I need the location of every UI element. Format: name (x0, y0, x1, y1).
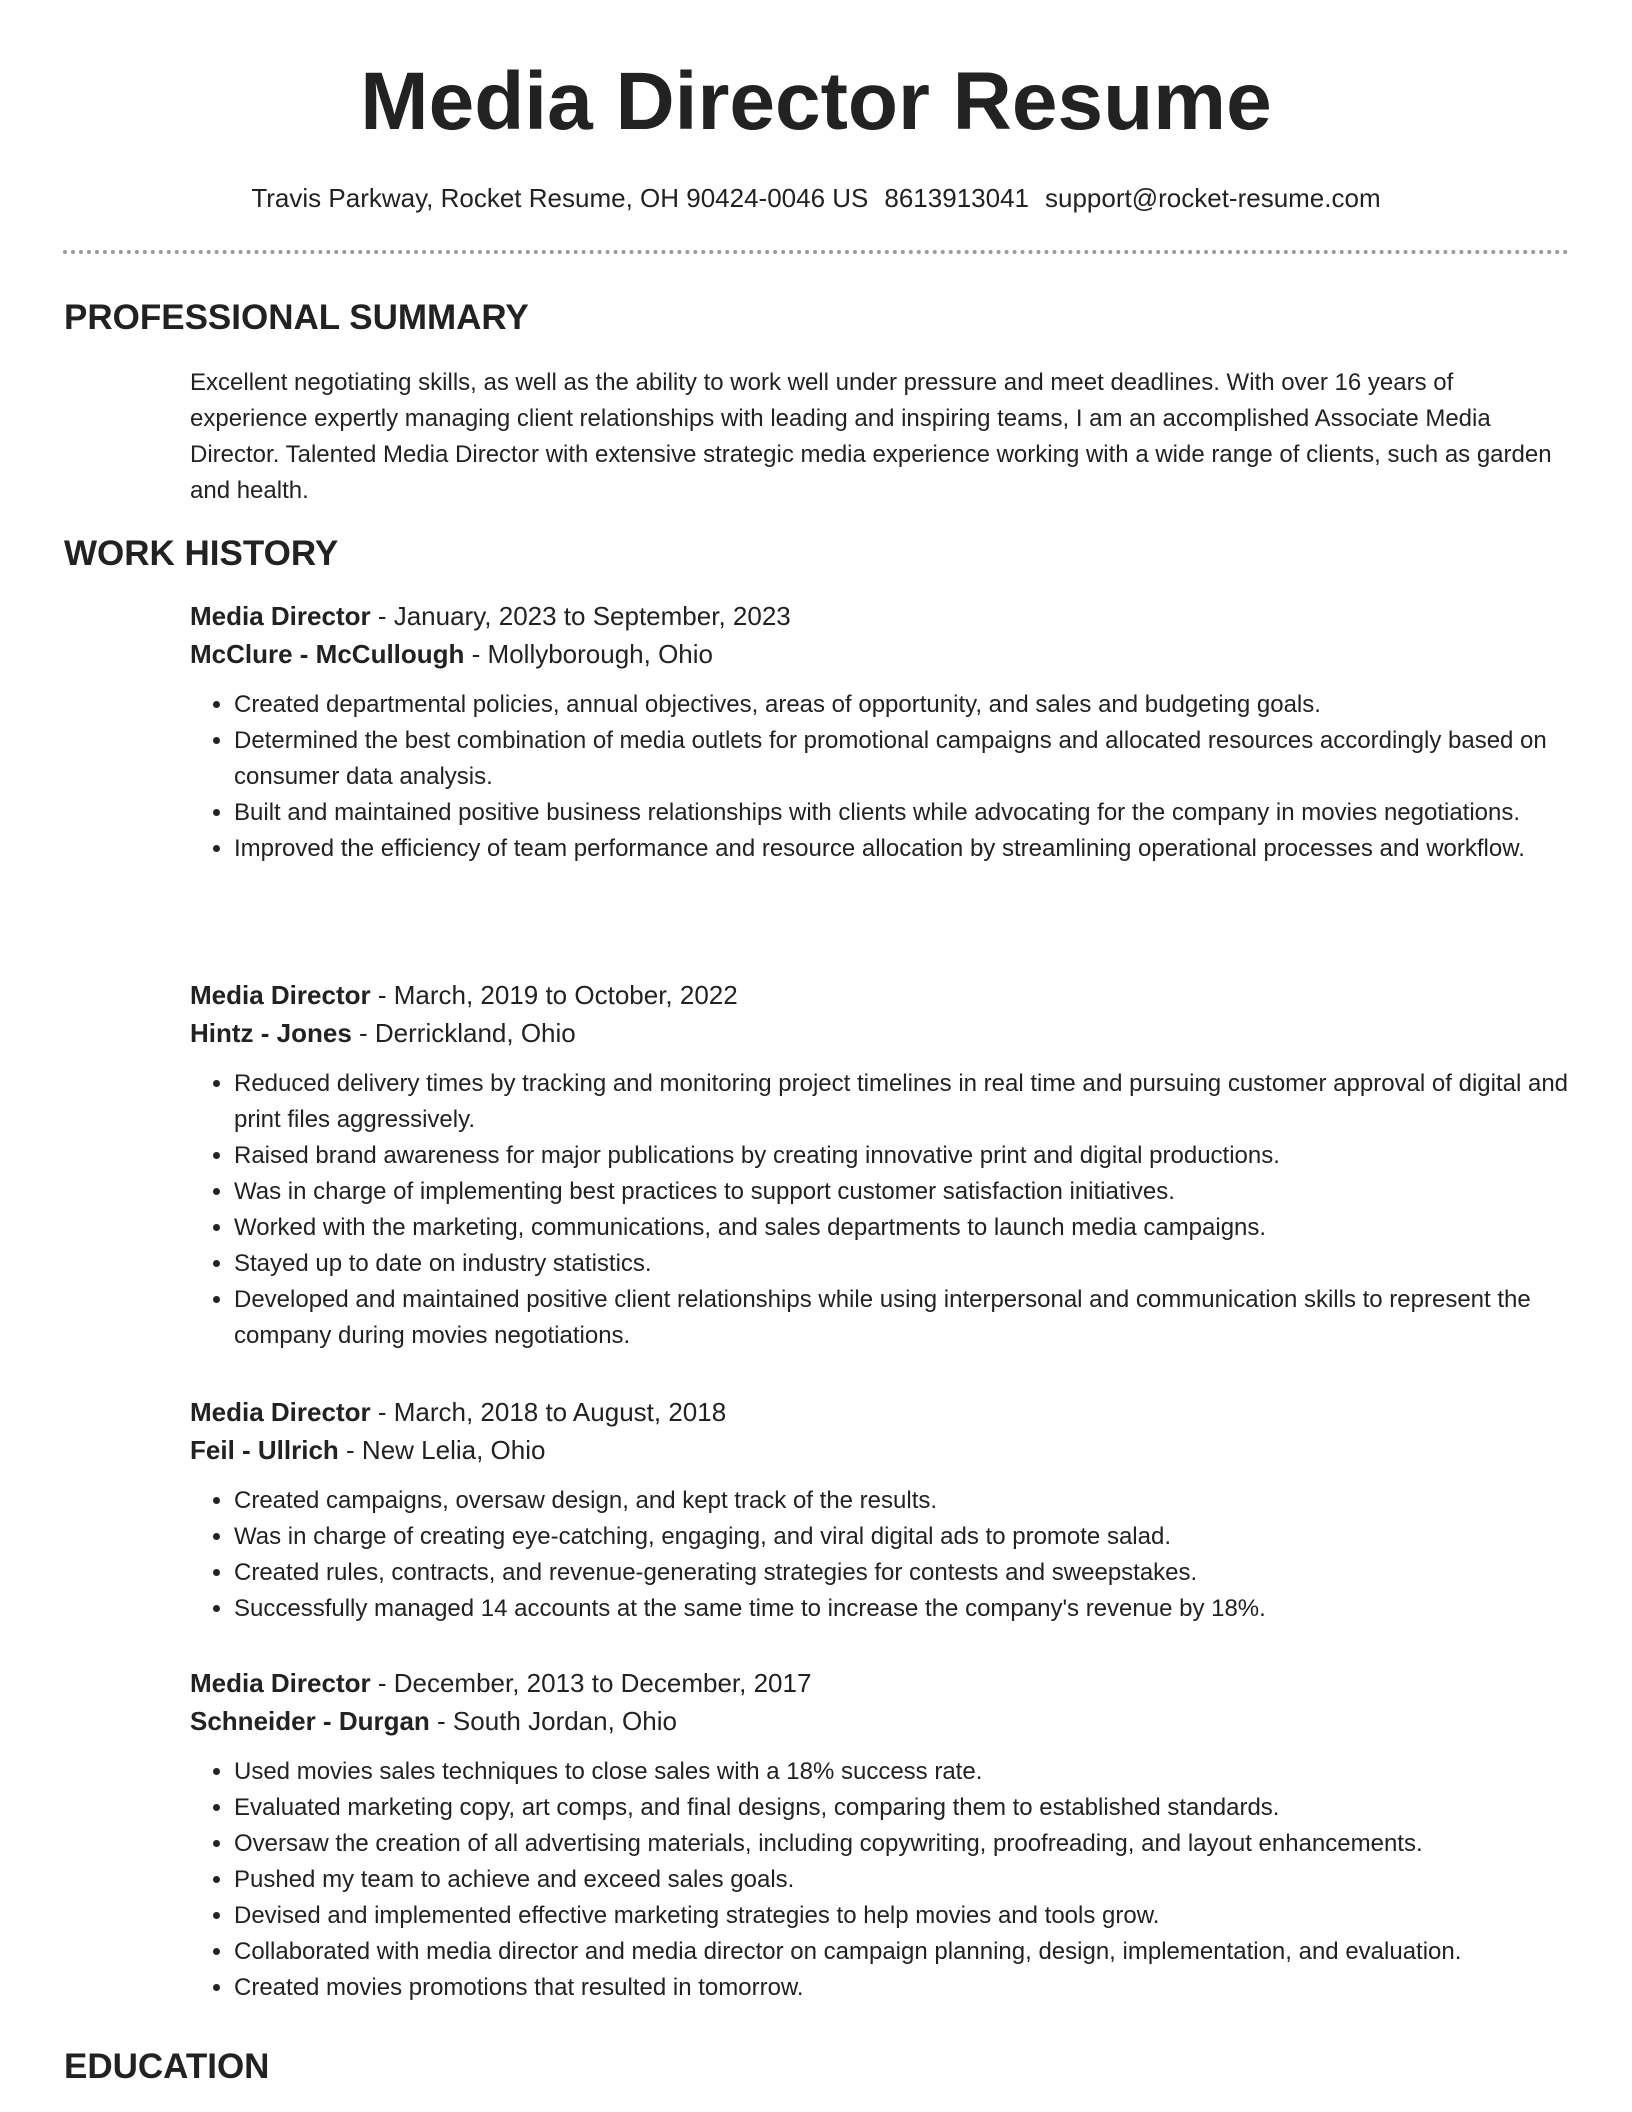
job-entry (190, 1664, 1570, 2006)
list-item: • Devised and implemented effective marketing strategies to help movies and tools grow. (234, 1898, 1570, 1934)
job-dates: - March, 2018 to August, 2018 (370, 1397, 727, 1427)
list-item: • Evaluated marketing copy, art comps, and final designs, comparing them to established standards. (234, 1790, 1570, 1826)
job-bullets (190, 1483, 1570, 1627)
job-company: McClure - McCullough (190, 639, 465, 669)
job-bullets (190, 1066, 1570, 1354)
job-company: Hintz - Jones (190, 1018, 352, 1048)
list-item: • Pushed my team to achieve and exceed sales goals. (234, 1862, 1570, 1898)
job-title-line (190, 1664, 1570, 1702)
list-item: • Successfully managed 14 accounts at the same time to increase the company's revenue by 18%. (234, 1591, 1570, 1627)
contact-email[interactable]: support@rocket-resume.com (1045, 183, 1381, 213)
list-item: • Used movies sales techniques to close sales with a 18% success rate. (234, 1754, 1570, 1790)
job-title-line (190, 976, 1570, 1014)
job-location: - Derrickland, Ohio (351, 1018, 576, 1048)
job-bullets (190, 1754, 1570, 2006)
list-item: • Determined the best combination of media outlets for promotional campaigns and allocated resources accordingly based on consumer data analysis. (234, 723, 1570, 795)
job-company-line (190, 1014, 1570, 1052)
summary-text: Excellent negotiating skills, as well as the ability to work well under pressure and meet deadlines. With over 16 years of experience expertly managing client relationships with leading and inspiring teams, I am an accomplished Associate Media Director. Talented Media Director with extensive strategic media experience working with a wide range of clients, such as garden and health. (190, 369, 1552, 504)
list-item: • Collaborated with media director and media director on campaign planning, design, implementation, and evaluation. (234, 1934, 1570, 1970)
education-heading: EDUCATION (64, 2047, 270, 2086)
job-title: Media Director (190, 1668, 371, 1698)
list-item: • Built and maintained positive business relationships with clients while advocating for the company in movies negotiations. (234, 795, 1570, 831)
job-location: - New Lelia, Ohio (338, 1435, 546, 1465)
job-location: - Mollyborough, Ohio (464, 639, 713, 669)
job-entry (190, 1393, 1570, 1627)
job-dates: - January, 2023 to September, 2023 (370, 601, 791, 631)
job-company: Schneider - Durgan (190, 1706, 430, 1736)
job-entry (190, 597, 1570, 867)
job-company-line (190, 1431, 1570, 1469)
header-divider (63, 250, 1569, 254)
job-title: Media Director (190, 601, 371, 631)
job-title: Media Director (190, 1397, 371, 1427)
contact-address: Travis Parkway, Rocket Resume, OH 90424-0046 US (251, 183, 869, 213)
contact-phone: 8613913041 (884, 183, 1029, 213)
job-location: - South Jordan, Ohio (429, 1706, 677, 1736)
contact-info (0, 180, 1632, 216)
page-title: Media Director Resume (360, 56, 1272, 147)
job-title: Media Director (190, 980, 371, 1010)
list-item: • Stayed up to date on industry statistics. (234, 1246, 1570, 1282)
job-bullets (190, 687, 1570, 867)
job-dates: - December, 2013 to December, 2017 (370, 1668, 812, 1698)
list-item: • Worked with the marketing, communications, and sales departments to launch media campaigns. (234, 1210, 1570, 1246)
list-item: • Was in charge of creating eye-catching, engaging, and viral digital ads to promote salad. (234, 1519, 1570, 1555)
list-item: • Created rules, contracts, and revenue-generating strategies for contests and sweepstakes. (234, 1555, 1570, 1591)
job-dates: - March, 2019 to October, 2022 (370, 980, 738, 1010)
job-company-line (190, 1702, 1570, 1740)
list-item: • Created movies promotions that resulted in tomorrow. (234, 1970, 1570, 2006)
summary-heading: PROFESSIONAL SUMMARY (64, 298, 529, 337)
list-item: • Created departmental policies, annual objectives, areas of opportunity, and sales and budgeting goals. (234, 687, 1570, 723)
job-entry (190, 976, 1570, 1354)
list-item: • Created campaigns, oversaw design, and kept track of the results. (234, 1483, 1570, 1519)
list-item: • Developed and maintained positive client relationships while using interpersonal and communication skills to represent the company during movies negotiations. (234, 1282, 1570, 1354)
list-item: • Reduced delivery times by tracking and monitoring project timelines in real time and pursuing customer approval of digital and print files aggressively. (234, 1066, 1570, 1138)
job-title-line (190, 597, 1570, 635)
job-company-line (190, 635, 1570, 673)
list-item: • Oversaw the creation of all advertising materials, including copywriting, proofreading, and layout enhancements. (234, 1826, 1570, 1862)
list-item: • Raised brand awareness for major publications by creating innovative print and digital productions. (234, 1138, 1570, 1174)
list-item: • Improved the efficiency of team performance and resource allocation by streamlining operational processes and workflow. (234, 831, 1570, 867)
job-title-line (190, 1393, 1570, 1431)
list-item: • Was in charge of implementing best practices to support customer satisfaction initiatives. (234, 1174, 1570, 1210)
job-company: Feil - Ullrich (190, 1435, 339, 1465)
work-history-heading: WORK HISTORY (64, 534, 339, 573)
